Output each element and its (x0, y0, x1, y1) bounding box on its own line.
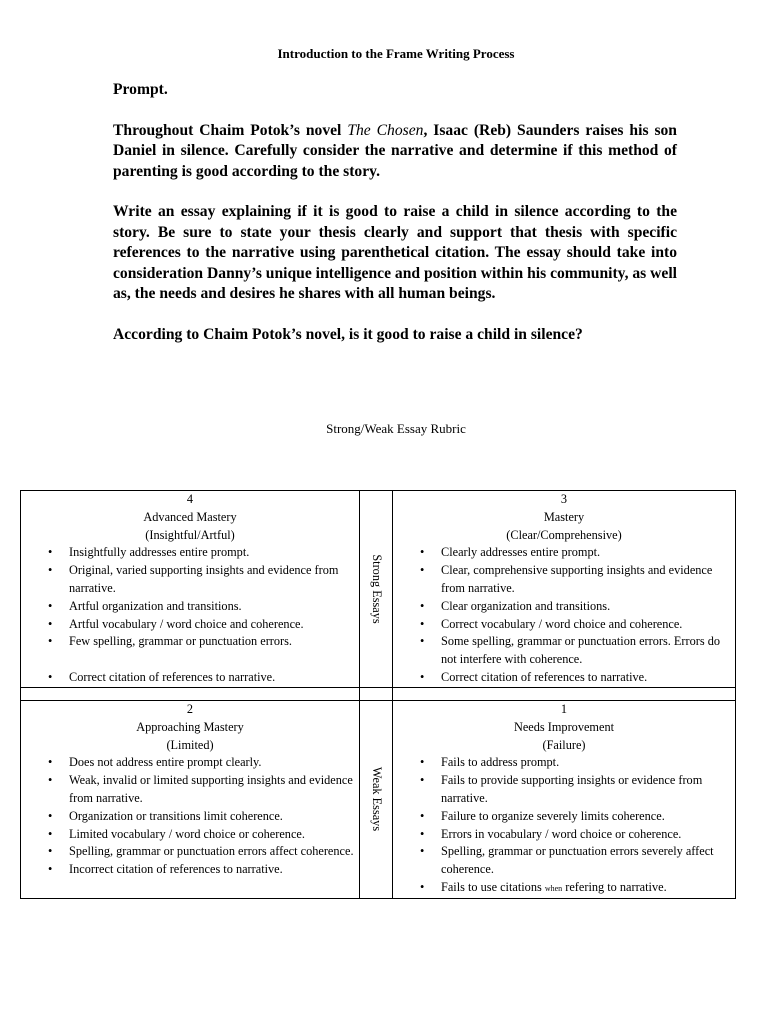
strong-essays-label: Strong Essays (369, 554, 384, 624)
strong-essays-column (360, 491, 393, 688)
weak-essays-label: Weak Essays (369, 767, 384, 832)
prompt-paragraph-1 (113, 121, 677, 183)
rubric-cell-advanced-mastery (21, 491, 360, 688)
rubric-spacer-row (21, 687, 736, 700)
prompt-section (113, 80, 677, 345)
citation-item-start: Fails to use citations (441, 879, 545, 894)
list-item: • Correct citation of references to narrative. (441, 669, 735, 687)
list-item: • Spelling, grammar or punctuation errors severely affect coherence. (441, 843, 735, 879)
list-item: • Artful organization and transitions. (69, 598, 359, 616)
criteria-list (393, 544, 735, 686)
prompt-paragraph-2: Write an essay explaining if it is good to raise a child in silence according to the story. Be sure to state your thesis clearly and support that thesis with specific references to the narrative using parenthetical citation. The essay should take into consideration Danny’s unique intelligence and position within his community, as well as, the needs and desires he shares with all human beings. (113, 203, 677, 302)
score-2: 2 (186, 701, 194, 716)
prompt-paragraph-1-end: , Isaac (Reb) Saunders raises his son Daniel in silence. Carefully consider the narrative and determine if this method of parenting is good according to the story. (113, 121, 677, 180)
rubric-cell-needs-improvement (393, 700, 736, 898)
list-item: • Fails to provide supporting insights or evidence from narrative. (441, 772, 735, 808)
criteria-list (21, 544, 359, 687)
criteria-list (21, 754, 359, 879)
list-item: • Few spelling, grammar or punctuation errors. (69, 633, 359, 651)
rubric-title: Strong/Weak Essay Rubric (326, 421, 466, 436)
descriptor-clear: (Clear/Comprehensive) (506, 527, 622, 542)
criteria-list (393, 754, 735, 897)
prompt-question: According to Chaim Potok’s novel, is it good to raise a child in silence? (113, 325, 583, 343)
score-1: 1 (560, 701, 568, 716)
score-3: 3 (560, 492, 568, 506)
list-item: • Failure to organize severely limits coherence. (441, 808, 735, 826)
level-needs-improvement: Needs Improvement (513, 719, 615, 734)
document-title: Introduction to the Frame Writing Process (277, 46, 515, 61)
rubric-row-strong (21, 491, 736, 688)
descriptor-insightful: (Insightful/Artful) (145, 527, 235, 542)
list-item: • Spelling, grammar or punctuation errors affect coherence. (69, 843, 359, 861)
rubric-row-weak (21, 700, 736, 898)
list-item: • Artful vocabulary / word choice and coherence. (69, 616, 359, 634)
list-item: • Insightfully addresses entire prompt. (69, 544, 359, 562)
level-mastery: Mastery (543, 509, 585, 524)
citation-item-end: refering to narrative. (562, 879, 667, 894)
descriptor-failure: (Failure) (542, 737, 586, 752)
list-item: • Errors in vocabulary / word choice or coherence. (441, 826, 735, 844)
list-item: • Correct citation of references to narrative. (69, 669, 359, 687)
spacer-cell (393, 687, 736, 700)
list-item: • Limited vocabulary / word choice or coherence. (69, 826, 359, 844)
list-item: • Fails to address prompt. (441, 754, 735, 772)
list-item: • Weak, invalid or limited supporting insights and evidence from narrative. (69, 772, 359, 808)
list-item: • Clear, comprehensive supporting insights and evidence from narrative. (441, 562, 735, 598)
level-approaching-mastery: Approaching Mastery (136, 719, 244, 734)
book-title: The Chosen (347, 121, 424, 139)
list-item: • Does not address entire prompt clearly. (69, 754, 359, 772)
citation-item-small-word: when (544, 883, 563, 893)
descriptor-limited: (Limited) (166, 737, 214, 752)
weak-essays-column (360, 700, 393, 898)
spacer-cell (360, 687, 393, 700)
list-item: • Some spelling, grammar or punctuation errors. Errors do not interfere with coherence. (441, 633, 735, 669)
spacer-cell (21, 687, 360, 700)
list-item (441, 879, 735, 898)
list-item: • Organization or transitions limit coherence. (69, 808, 359, 826)
list-item: • Incorrect citation of references to narrative. (69, 861, 359, 879)
prompt-heading: Prompt. (113, 81, 168, 98)
level-advanced-mastery: Advanced Mastery (143, 509, 237, 524)
list-item: • Original, varied supporting insights and evidence from narrative. (69, 562, 359, 598)
list-item: • Clearly addresses entire prompt. (441, 544, 735, 562)
prompt-paragraph-1-start: Throughout Chaim Potok’s novel (113, 121, 348, 139)
rubric-table (20, 490, 736, 899)
list-item: • Clear organization and transitions. (441, 598, 735, 616)
list-item: • Correct vocabulary / word choice and coherence. (441, 616, 735, 634)
rubric-cell-approaching-mastery (21, 700, 360, 898)
score-4: 4 (186, 492, 194, 506)
rubric-cell-mastery (393, 491, 736, 688)
